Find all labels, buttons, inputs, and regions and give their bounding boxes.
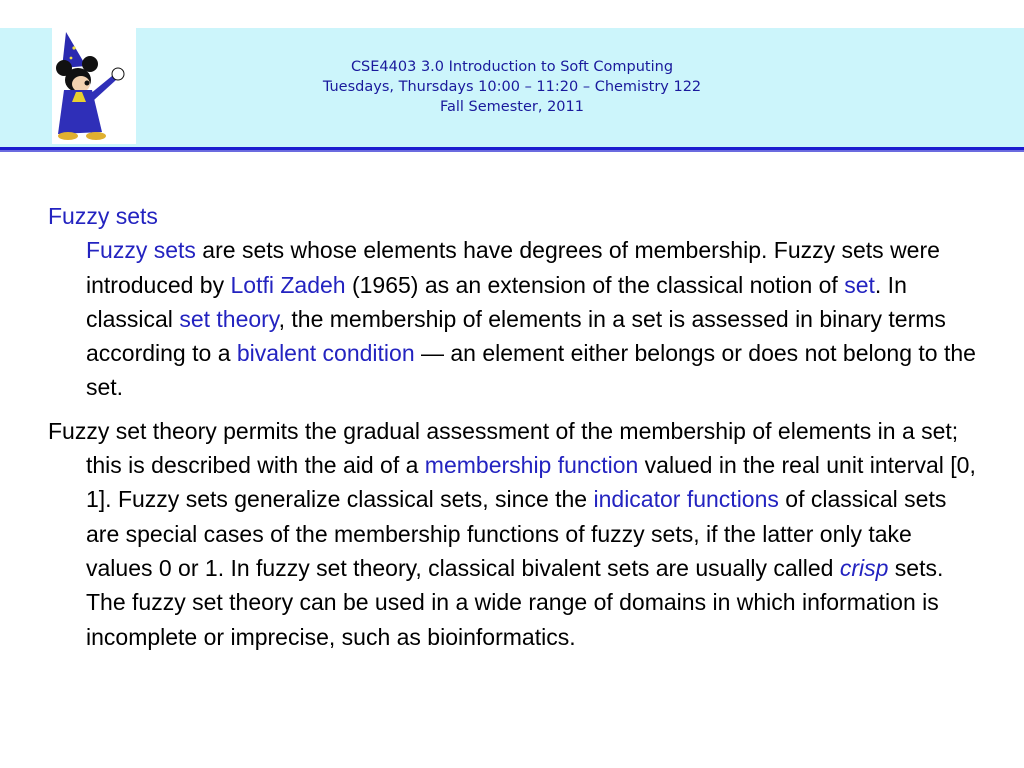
link-fuzzy-sets[interactable]: Fuzzy sets (86, 237, 196, 264)
text: valued in the real unit interval [0, 1]. Fuzzy sets generalize classical sets, since the (86, 452, 976, 513)
text: , the membership of elements in a set is assessed in binary terms according to a (86, 305, 946, 367)
link-lotfi-zadeh[interactable]: Lotfi Zadeh (230, 271, 346, 298)
text: (1965) as an extension of the classical notion of (345, 271, 845, 298)
paragraph-gap (48, 405, 978, 414)
text: sets. The fuzzy set theory can be used in a wide range of domains in which information is incomplete or imprecise, such as bioinformatics. (86, 554, 944, 650)
link-membership-function[interactable]: membership function (424, 452, 639, 479)
slide-body (48, 199, 978, 654)
link-set-theory[interactable]: set theory (179, 305, 279, 332)
text: . In classical (86, 271, 907, 332)
text: — an element either belongs or does not belong to the set. (86, 340, 976, 401)
text: of classical sets are special cases of the membership functions of fuzzy sets, if the latter only take values 0 or 1. In fuzzy set theory, classical bivalent sets are usually called (86, 486, 947, 581)
course-semester: Fall Semester, 2011 (440, 99, 584, 115)
text: are sets whose elements have degrees of membership. Fuzzy sets were introduced by (86, 237, 940, 298)
paragraph-theory (48, 414, 978, 654)
link-bivalent-condition[interactable]: bivalent condition (236, 340, 415, 367)
link-crisp[interactable]: crisp (839, 554, 889, 581)
course-title: CSE4403 3.0 Introduction to Soft Computing (350, 59, 674, 75)
text: Fuzzy set theory permits the gradual assessment of the membership of elements in a set; this is described with the aid of a (48, 417, 959, 479)
link-set[interactable]: set (844, 271, 875, 298)
paragraph-definition (48, 233, 978, 404)
course-schedule: Tuesdays, Thursdays 10:00 – 11:20 – Chemistry 122 (322, 79, 702, 95)
link-indicator-functions[interactable]: indicator functions (593, 486, 779, 513)
header-divider-shadow (0, 150, 1024, 152)
course-info (200, 57, 824, 117)
slide-heading: Fuzzy sets (48, 203, 158, 229)
wizard-mouse-logo-icon (52, 28, 136, 144)
